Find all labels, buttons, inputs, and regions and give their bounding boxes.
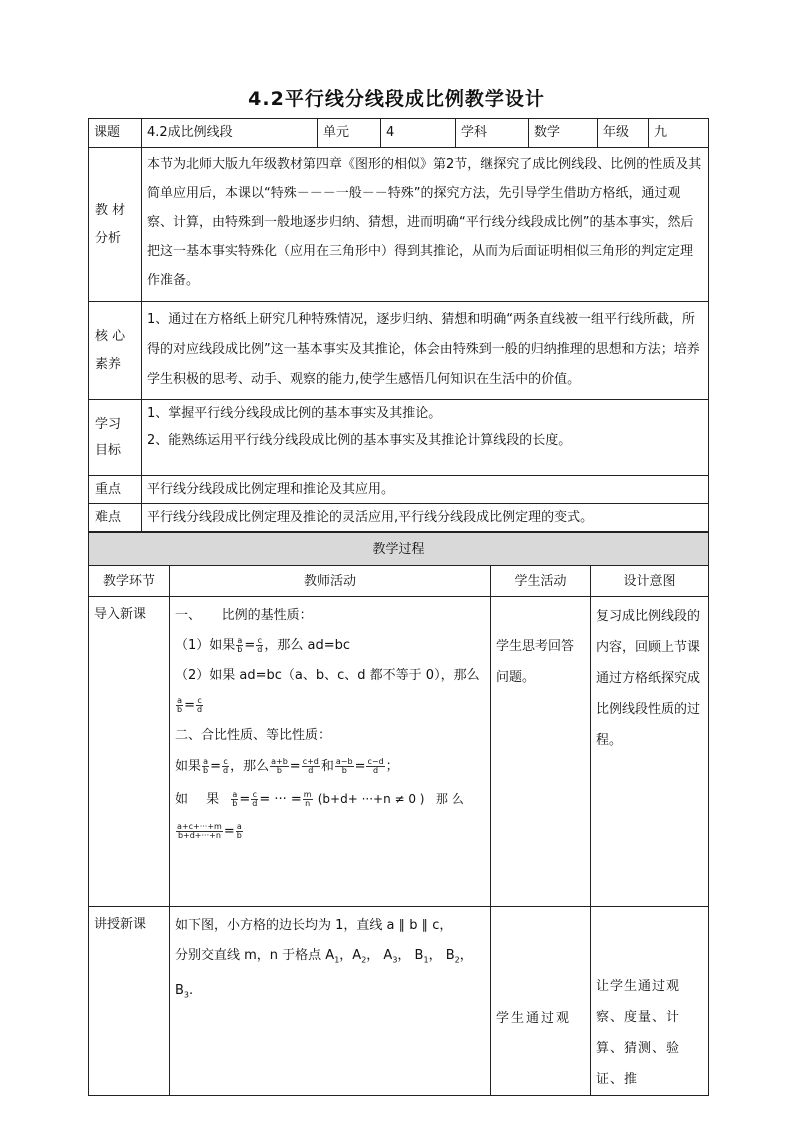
fraction <box>231 791 238 808</box>
fraction <box>251 791 258 808</box>
student-activity-intro: 学生思考回答问题。 <box>491 597 591 907</box>
fraction <box>222 758 229 775</box>
student-activity-new: 学生通过观 <box>491 907 591 1096</box>
equals: = <box>210 759 221 774</box>
numerator: a <box>237 636 243 645</box>
teacher-activity-intro <box>170 597 491 907</box>
fraction <box>202 758 209 775</box>
key-text: 平行线分线段成比例定理和推论及其应用。 <box>142 476 709 504</box>
fraction <box>302 758 320 775</box>
denominator: b <box>232 799 238 808</box>
intent-new: 让学生通过观察、度量、计算、猜测、验证、推 <box>591 907 709 1096</box>
fraction <box>366 758 384 775</box>
teacher-line: 二、合比性质、等比性质： <box>175 728 332 743</box>
text-span: ，那么 <box>230 759 270 774</box>
subscript: 3 <box>183 990 190 1000</box>
literacy-text: 1、通过在方格纸上研究几种特殊情况，逐步归纳、猜想和明确“两条直线被一组平行线所截，所得的对应线段成比例”这一基本事实及其推论，体会由特殊到一般的归纳推理的思想和方法；培养学生积极的思考、动手、观察的能力,使学生感悟几何知识在生活中的价值。 <box>142 302 709 400</box>
fraction <box>196 697 203 714</box>
denominator: d <box>252 799 258 808</box>
text-span: 如 果 <box>175 792 227 807</box>
teacher-line <box>175 783 485 816</box>
text-span: . <box>189 982 194 998</box>
equals: = <box>244 638 256 653</box>
equals: = <box>239 792 251 807</box>
equals: = <box>354 759 366 774</box>
stage-intro: 导入新课 <box>89 597 170 907</box>
teacher-line: 如下图，小方格的边长均为 1，直线 a ∥ b ∥ c， <box>175 918 453 933</box>
col-teacher: 教师活动 <box>170 566 491 597</box>
denominator: d <box>196 705 203 714</box>
teacher-line: （2）如果 ad=bc（a、b、c、d 都不等于 0），那么 <box>175 668 480 683</box>
goals-list <box>142 400 709 476</box>
fraction <box>236 823 243 840</box>
numerator: a−b <box>335 757 353 766</box>
numerator: m <box>303 790 312 799</box>
col-stage: 教学环节 <box>89 566 170 597</box>
stage-new: 讲授新课 <box>89 907 170 1096</box>
fraction <box>270 758 289 775</box>
numerator: a <box>177 696 182 705</box>
text-span: ，那么 ad=bc <box>264 638 350 653</box>
numerator: c <box>257 636 262 645</box>
difficulty-label: 难点 <box>89 504 142 532</box>
unit-value: 4 <box>381 119 456 148</box>
fraction <box>256 637 263 654</box>
numerator: a+b <box>271 757 288 766</box>
denominator: b <box>237 645 243 654</box>
denominator: d <box>257 645 263 654</box>
equals: = ··· = <box>259 792 302 807</box>
denominator: d <box>373 766 379 775</box>
denominator: b+d+···+n <box>177 831 221 840</box>
equals: = <box>289 759 301 774</box>
teacher-line <box>175 816 485 848</box>
analysis-text: 本节为北师大版九年级教材第四章《图形的相似》第2节，继探究了成比例线段、比例的性质及其简单应用后，本课以“特殊－－－一般－－特殊”的探究方法，先引导学生借助方格纸，通过观察、计算，由特殊到一般地逐步归纳、猜想，进而明确“平行线分线段成比例”的基本事实，然后把这一基本事实特殊化（应用在三角形中）得到其推论，从而为后面证明相似三角形的判定定理作准备。 <box>142 148 709 302</box>
topic-value: 4.2成比例线段 <box>142 119 318 148</box>
text-span: ； <box>385 759 399 774</box>
text-span: 分别交直线 m，n 于格点 A <box>175 948 335 963</box>
subscript: 1 <box>334 955 340 965</box>
subject-label: 学科 <box>456 119 529 148</box>
goals-label: 学习 目标 <box>89 400 142 476</box>
text-span: 和 <box>320 759 334 774</box>
denominator: b <box>177 705 183 714</box>
subscript: 2 <box>454 955 460 965</box>
denominator: n <box>305 799 311 808</box>
numerator: a <box>232 790 238 799</box>
text-span: ，A <box>339 948 362 963</box>
numerator: a <box>203 757 208 766</box>
page-title: 4.2平行线分线段成比例教学设计 <box>248 88 545 110</box>
subscript: 2 <box>361 955 367 965</box>
numerator: a+c+···+m <box>177 822 222 831</box>
teacher-line <box>175 631 485 661</box>
denominator: d <box>223 766 229 775</box>
literacy-label: 核 心 素养 <box>89 302 142 400</box>
subject-value: 数学 <box>529 119 598 148</box>
text-span: 如果 <box>175 759 202 774</box>
subscript: 3 <box>392 955 398 965</box>
text-span: ， B <box>428 948 455 963</box>
teacher-line <box>175 941 485 1010</box>
info-table <box>88 118 709 532</box>
intent-intro: 复习成比例线段的内容，回顾上节课通过方格纸探究成比例线段性质的过程。 <box>591 597 709 907</box>
text-span: ， A <box>366 948 393 963</box>
unit-label: 单元 <box>318 119 381 148</box>
numerator: c <box>197 696 202 705</box>
grade-label: 年级 <box>598 119 649 148</box>
teacher-line: 一、 比例的基性质： <box>175 608 313 623</box>
teacher-line <box>175 751 485 783</box>
numerator: c <box>223 757 228 766</box>
goal-item: 2、能熟练运用平行线分线段成比例的基本事实及其推论计算线段的长度。 <box>147 433 572 448</box>
text-span: ， B <box>397 948 424 963</box>
process-table <box>88 532 709 1096</box>
fraction <box>176 823 223 840</box>
teacher-line <box>175 691 485 721</box>
analysis-label: 教 材 分析 <box>89 148 142 302</box>
denominator: b <box>203 766 209 775</box>
equals: = <box>223 824 235 839</box>
denominator: d <box>308 766 314 775</box>
difficulty-text: 平行线分线段成比例定理及推论的灵活应用,平行线分线段成比例定理的变式。 <box>142 504 709 532</box>
fraction <box>335 758 354 775</box>
text-span: （1）如果 <box>175 638 236 653</box>
col-intent: 设计意图 <box>591 566 709 597</box>
goal-item: 1、掌握平行线分线段成比例的基本事实及其推论。 <box>147 406 442 421</box>
text-span: ， B <box>175 948 473 998</box>
denominator: b <box>341 766 347 775</box>
process-header: 教学过程 <box>89 533 709 566</box>
numerator: a <box>236 822 242 831</box>
numerator: c+d <box>302 757 319 766</box>
fraction <box>303 791 313 808</box>
fraction <box>236 637 243 654</box>
denominator: b <box>236 831 242 840</box>
key-label: 重点 <box>89 476 142 504</box>
numerator: c−d <box>367 757 384 766</box>
denominator: b <box>276 766 282 775</box>
col-student: 学生活动 <box>491 566 591 597</box>
fraction <box>176 697 183 714</box>
numerator: c <box>252 790 257 799</box>
grade-value: 九 <box>649 119 709 148</box>
subscript: 1 <box>423 955 429 965</box>
teacher-activity-new <box>170 907 491 1096</box>
text-span: (b+d+ ···+n ≠ 0 ) 那 么 <box>317 792 464 806</box>
topic-label: 课题 <box>89 119 142 148</box>
equals: = <box>184 698 195 713</box>
